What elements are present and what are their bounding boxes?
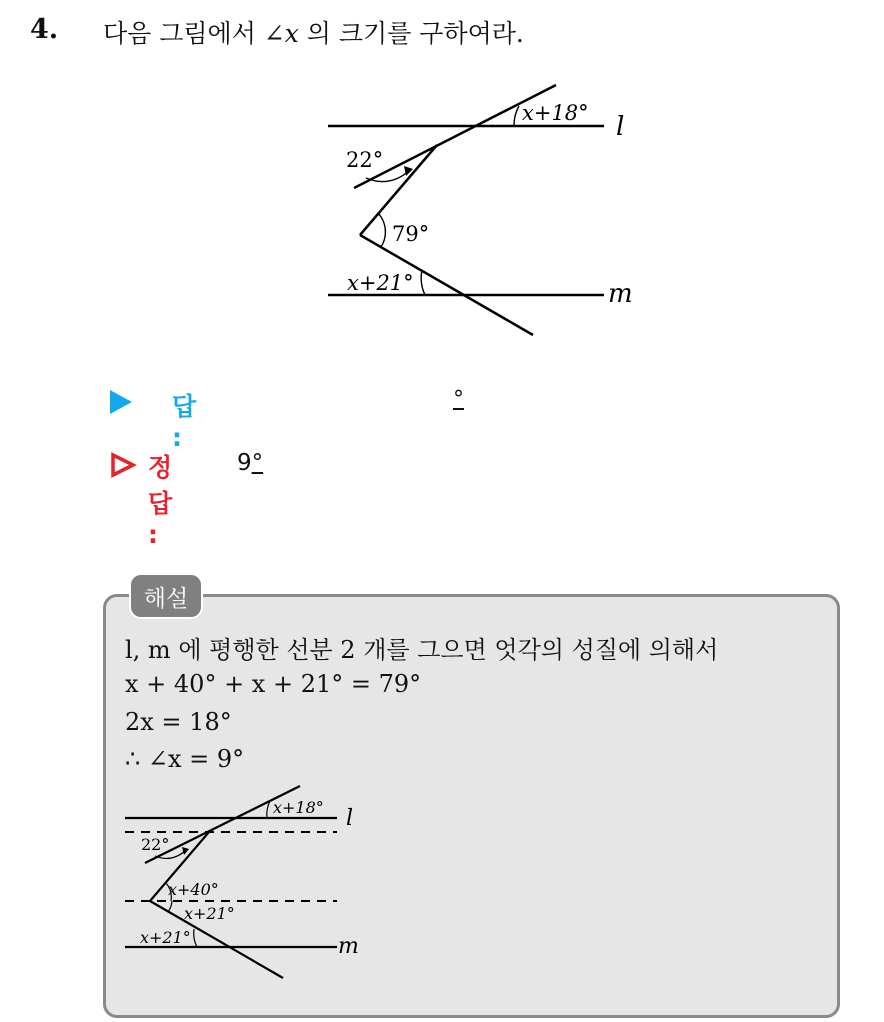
sol-label-22: 22° xyxy=(141,835,170,854)
solution-tag: 해설 xyxy=(129,573,203,619)
sol-label-21-upper: x+21° xyxy=(184,904,235,923)
sol-label-top-angle: x+18° xyxy=(273,798,324,817)
sol-label-l: l xyxy=(346,806,354,831)
sol-arrow-head-22 xyxy=(182,847,189,855)
solution-line-1: l, m 에 평행한 선분 2 개를 그으면 엇각의 성질에 의해서 xyxy=(125,636,719,664)
solution-line-4: ∴ ∠x = 9° xyxy=(125,745,245,773)
sol-arc-bottom xyxy=(194,929,197,947)
figure-label-22: 22° xyxy=(346,148,384,172)
sol-label-bottom-angle: x+21° xyxy=(140,928,191,947)
sol-label-m: m xyxy=(338,934,359,959)
question-text-after: 의 크기를 구하여라. xyxy=(298,19,524,48)
question-text-before: 다음 그림에서 ∠ xyxy=(103,19,285,48)
answer-label: 답 : xyxy=(172,392,197,452)
figure-label-bottom-angle: x+21° xyxy=(347,271,414,295)
figure-label-79: 79° xyxy=(392,222,430,246)
sol-arc-top xyxy=(267,801,270,818)
correct-number: 9 xyxy=(237,450,252,476)
sol-label-40: x+40° xyxy=(168,880,219,899)
correct-unit: ° xyxy=(251,450,264,476)
solution-line-3: 2x = 18° xyxy=(125,708,232,736)
question-text-variable: x xyxy=(284,19,299,48)
question-number: 4. xyxy=(30,14,59,45)
figure-label-m: m xyxy=(608,279,633,309)
figure-label-top-angle: x+18° xyxy=(522,101,589,125)
answer-unit: ° xyxy=(453,387,464,412)
sol-arc-21-upper xyxy=(168,901,172,912)
solution-line-2: x + 40° + x + 21° = 79° xyxy=(125,670,422,698)
correct-label: 정답 : xyxy=(148,453,173,549)
figure-label-l: l xyxy=(616,112,625,142)
